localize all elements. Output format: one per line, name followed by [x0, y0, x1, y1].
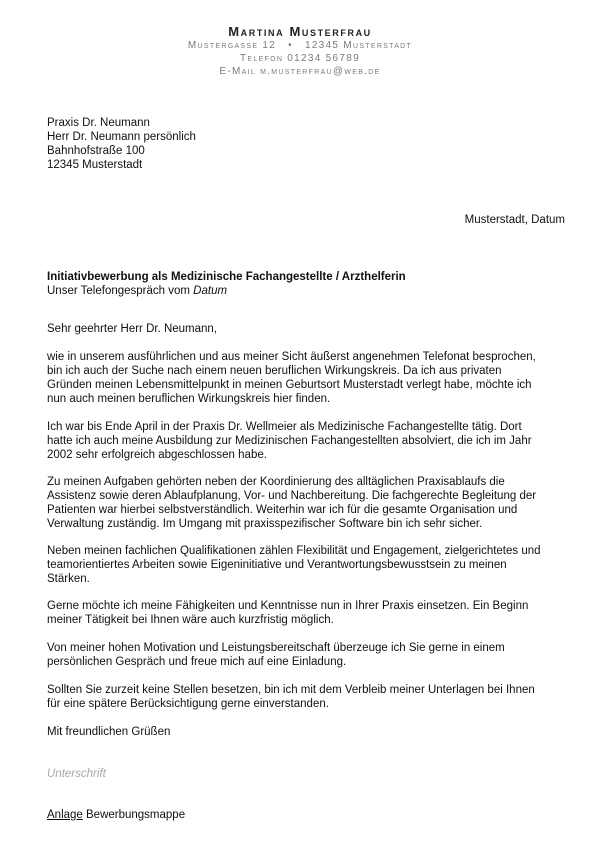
paragraph-line: meiner Tätigkeit bei Ihnen wäre auch kurzfristig möglich.	[47, 614, 334, 626]
paragraph-line: Verwaltung zuständig. Im Umgang mit praxisspezifischer Software bin ich sehr sicher.	[47, 518, 483, 530]
body-paragraph	[47, 420, 577, 462]
paragraph-line: Ich war bis Ende April in der Praxis Dr. Wellmeier als Medizinische Fachangestellte tätig. Dort	[47, 421, 522, 433]
sender-street: Mustergasse 12	[187, 40, 277, 51]
salutation: Sehr geehrter Herr Dr. Neumann,	[47, 323, 218, 335]
sender-address	[0, 39, 600, 52]
sender-phone: Telefon 01234 56789	[240, 53, 360, 64]
enclosure	[47, 808, 185, 822]
paragraph-line: Gründen meinen Lebensmittelpunkt in meinen Geburtsort Musterstadt verlegt habe, möchte ich	[47, 379, 532, 391]
paragraph-line: Assistenz sowie deren Ablaufplanung, Vor- und Nachbereitung. Die fachgerechte Begleitung der	[47, 490, 537, 502]
recipient-line: Herr Dr. Neumann persönlich	[47, 131, 196, 143]
recipient-line: 12345 Musterstadt	[47, 159, 143, 171]
paragraph-line: Sollten Sie zurzeit keine Stellen besetzen, bin ich mit dem Verbleib meiner Unterlagen bei Ihnen	[47, 684, 535, 696]
address-separator: •	[288, 40, 293, 51]
paragraph-line: hatte ich auch meine Ausbildung zur Medizinischen Fachangestellten absolviert, die ich im Jahr	[47, 435, 532, 447]
sender-name: Martina Musterfrau	[228, 24, 372, 39]
body-paragraph	[47, 683, 577, 711]
paragraph-line: Zu meinen Aufgaben gehörten neben der Koordinierung des alltäglichen Praxisablaufs die	[47, 476, 505, 488]
place-date: Musterstadt, Datum	[464, 214, 565, 226]
paragraph-line: Neben meinen fachlichen Qualifikationen zählen Flexibilität und Engagement, zielgerichtetes und	[47, 545, 541, 557]
paragraph-line: persönlichen Gespräch und freue mich auf eine Einladung.	[47, 656, 347, 668]
body-paragraph	[47, 641, 577, 669]
paragraph-line: Stärken.	[47, 573, 90, 585]
paragraph-line: Patienten war hierbei selbstverständlich. Weiterhin war ich für die gesamte Organisation und	[47, 504, 518, 516]
signature-placeholder: Unterschrift	[47, 768, 106, 780]
subject-reference	[47, 284, 406, 298]
recipient-address	[47, 116, 196, 172]
closing: Mit freundlichen Grüßen	[47, 726, 171, 738]
subject-ref-prefix: Unser Telefongespräch vom	[47, 285, 194, 297]
subject-ref-date: Datum	[193, 285, 228, 297]
body-paragraph	[47, 350, 577, 406]
paragraph-line: 2002 sehr erfolgreich abgeschlossen habe.	[47, 449, 267, 461]
letterhead	[0, 24, 600, 78]
recipient-line: Praxis Dr. Neumann	[47, 117, 150, 129]
body-paragraph	[47, 475, 577, 531]
paragraph-line: teamorientiertes Arbeiten sowie Eigeninitiative und Verantwortungsbewusstsein zu meinen	[47, 559, 507, 571]
subject-block	[47, 270, 406, 298]
paragraph-line: Gerne möchte ich meine Fähigkeiten und Kenntnisse nun in Ihrer Praxis einsetzen. Ein Beginn	[47, 600, 529, 612]
body-paragraph	[47, 544, 577, 586]
paragraph-line: bin ich auch der Suche nach einem neuen beruflichen Wirkungskreis. Da ich aus privaten	[47, 365, 502, 377]
subject-title: Initiativbewerbung als Medizinische Fachangestellte / Arzthelferin	[47, 271, 406, 283]
enclosure-label: Anlage	[47, 809, 83, 821]
recipient-line: Bahnhofstraße 100	[47, 145, 145, 157]
paragraph-line: wie in unserem ausführlichen und aus meiner Sicht äußerst angenehmen Telefonat besprochen,	[47, 351, 536, 363]
paragraph-line: nun auch meinen beruflichen Wirkungskreis hier finden.	[47, 393, 331, 405]
sender-city: 12345 Musterstadt	[304, 40, 413, 51]
paragraph-line: für eine spätere Berücksichtigung gerne einverstanden.	[47, 698, 329, 710]
enclosure-text: Bewerbungsmappe	[82, 809, 186, 821]
sender-email: E-Mail m.musterfrau@web.de	[219, 66, 381, 77]
paragraph-line: Von meiner hohen Motivation und Leistungsbereitschaft überzeuge ich Sie gerne in einem	[47, 642, 505, 654]
body-paragraph	[47, 599, 577, 627]
